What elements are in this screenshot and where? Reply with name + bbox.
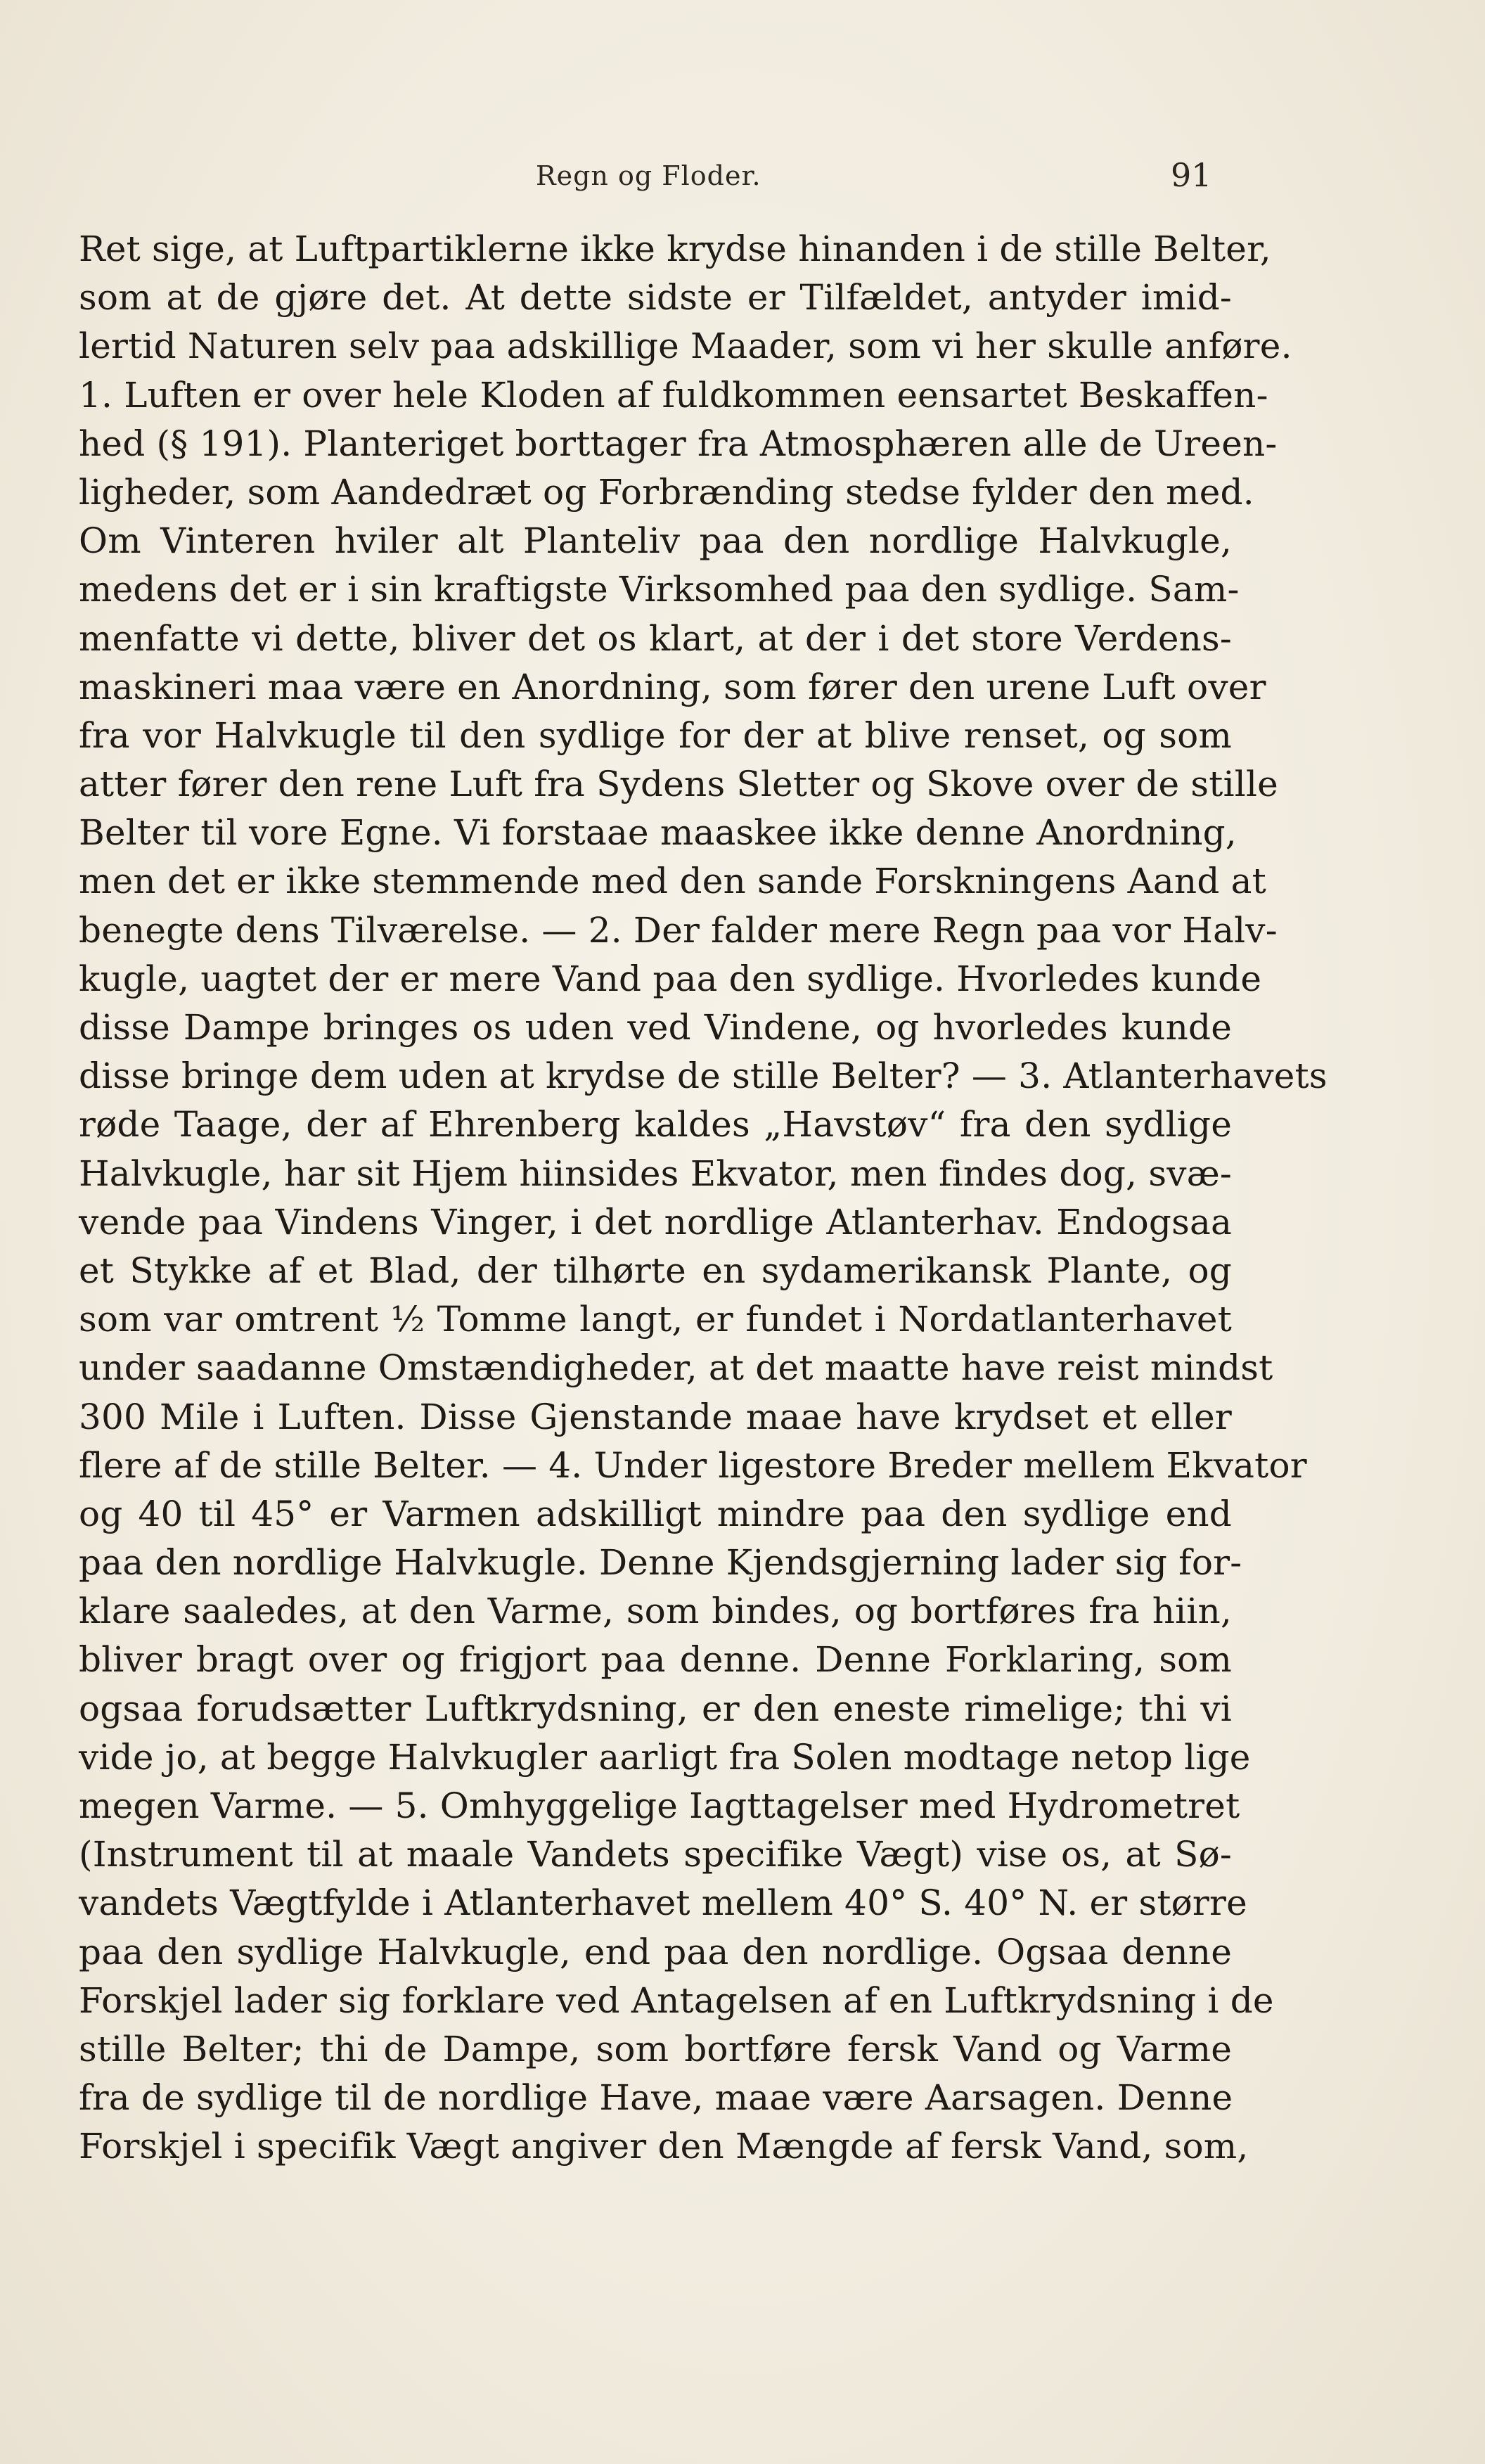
text-line: vandets Vægtfylde i Atlanterhavet mellem 40° S. 40° N. er større xyxy=(79,1882,1247,1924)
text-line: men det er ikke stemmende med den sande Forskningens Aand at xyxy=(79,861,1266,902)
text-line: et Stykke af et Blad, der tilhørte en sydamerikansk Plante, og xyxy=(79,1250,1232,1291)
text-line: (Instrument til at maale Vandets specifike Vægt) vise os, at Sø- xyxy=(79,1834,1232,1875)
text-line: som at de gjøre det. At dette sidste er Tilfældet, antyder imid- xyxy=(79,277,1232,319)
text-line: disse Dampe bringes os uden ved Vindene, og hvorledes kunde xyxy=(79,1007,1232,1048)
text-line: klare saaledes, at den Varme, som bindes, og bortføres fra hiin, xyxy=(79,1591,1232,1632)
text-line: disse bringe dem uden at krydse de stille Belter? — 3. Atlanterhavets xyxy=(79,1055,1328,1097)
page-header xyxy=(0,153,1485,203)
text-line: menfatte vi dette, bliver det os klart, at der i det store Verdens- xyxy=(79,617,1232,659)
text-line: hed (§ 191). Planteriget borttager fra Atmosphæren alle de Ureen- xyxy=(79,423,1278,464)
text-line: fra vor Halvkugle til den sydlige for der at blive renset, og som xyxy=(79,714,1232,756)
text-line: røde Taage, der af Ehrenberg kaldes „Havstøv“ fra den sydlige xyxy=(79,1104,1232,1146)
text-line: paa den sydlige Halvkugle, end paa den nordlige. Ogsaa denne xyxy=(79,1931,1232,1972)
text-line: Ret sige, at Luftpartiklerne ikke krydse hinanden i de stille Belter, xyxy=(79,229,1271,269)
text-line: maskineri maa være en Anordning, som fører den urene Luft over xyxy=(79,666,1266,707)
text-line: Forskjel i specifik Vægt angiver den Mængde af fersk Vand, som, xyxy=(79,2126,1249,2167)
text-line: vide jo, at begge Halvkugler aarligt fra Solen modtage netop lige xyxy=(79,1736,1251,1778)
text-line: Forskjel lader sig forklare ved Antagelsen af en Luftkrydsning i de xyxy=(79,1979,1274,2021)
text-line: som var omtrent ½ Tomme langt, er fundet i Nordatlanterhavet xyxy=(79,1299,1232,1340)
text-line: Halvkugle, har sit Hjem hiinsides Ekvator, men findes dog, svæ- xyxy=(79,1153,1232,1194)
text-line: atter fører den rene Luft fra Sydens Sletter og Skove over de stille xyxy=(79,764,1278,805)
text-line: vende paa Vindens Vinger, i det nordlige Atlanterhav. Endogsaa xyxy=(79,1201,1232,1243)
text-line: benegte dens Tilværelse. — 2. Der falder mere Regn paa vor Halv- xyxy=(79,909,1278,951)
body-text xyxy=(79,225,1328,2171)
text-line: 300 Mile i Luften. Disse Gjenstande maae have krydset et eller xyxy=(79,1396,1232,1437)
text-line: flere af de stille Belter. — 4. Under ligestore Breder mellem Ekvator xyxy=(79,1444,1307,1486)
text-line: fra de sydlige til de nordlige Have, maae være Aarsagen. Denne xyxy=(79,2077,1233,2119)
text-line: paa den nordlige Halvkugle. Denne Kjendsgjerning lader sig for- xyxy=(79,1542,1242,1584)
text-line: ligheder, som Aandedræt og Forbrænding stedse fylder den med. xyxy=(79,471,1254,513)
text-line: ogsaa forudsætter Luftkrydsning, er den eneste rimelige; thi vi xyxy=(79,1688,1232,1729)
text-line: bliver bragt over og frigjort paa denne. Denne Forklaring, som xyxy=(79,1639,1232,1681)
text-line: og 40 til 45° er Varmen adskilligt mindre paa den sydlige end xyxy=(79,1493,1232,1534)
text-line: lertid Naturen selv paa adskillige Maader, som vi her skulle anføre. xyxy=(79,326,1292,367)
text-line: megen Varme. — 5. Omhyggelige Iagttagelser med Hydrometret xyxy=(79,1785,1240,1826)
text-line: stille Belter; thi de Dampe, som bortføre fersk Vand og Varme xyxy=(79,2028,1232,2070)
page-number: 91 xyxy=(1171,156,1212,194)
text-line: under saadanne Omstændigheder, at det maatte have reist mindst xyxy=(79,1347,1273,1389)
text-line: 1. Luften er over hele Kloden af fuldkommen eensartet Beskaffen- xyxy=(79,374,1268,416)
text-line: kugle, uagtet der er mere Vand paa den sydlige. Hvorledes kunde xyxy=(79,958,1262,999)
text-line: Belter til vore Egne. Vi forstaae maaskee ikke denne Anordning, xyxy=(79,812,1237,854)
running-title: Regn og Floder. xyxy=(536,160,761,191)
text-line: Om Vinteren hviler alt Planteliv paa den nordlige Halvkugle, xyxy=(79,520,1232,562)
text-line: medens det er i sin kraftigste Virksomhed paa den sydlige. Sam- xyxy=(79,569,1240,610)
